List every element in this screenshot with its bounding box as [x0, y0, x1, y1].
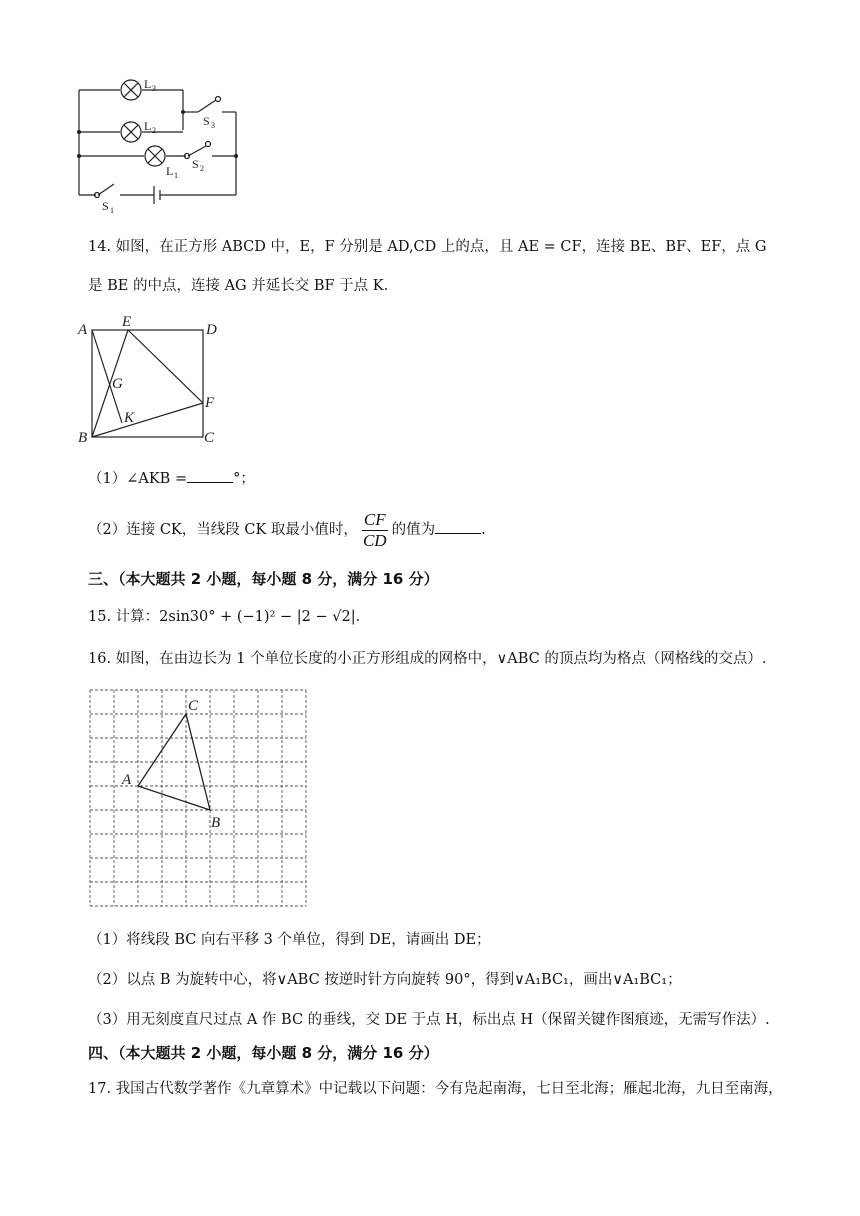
- q16-sub3: （3）用无刻度直尺过点 A 作 BC 的垂线，交 DE 于点 H，标出点 H（保留关键作图痕迹，无需写作法）.: [88, 1012, 770, 1028]
- q14-stem-line2: 是 BE 的中点，连接 AG 并延长交 BF 于点 K.: [88, 278, 389, 294]
- vertex-a: A: [78, 322, 88, 338]
- svg-text:1: 1: [174, 171, 178, 180]
- point-g: G: [112, 376, 123, 392]
- label-s3: S: [203, 114, 210, 128]
- grid-vertex-a: A: [122, 772, 132, 788]
- label-s2: S: [192, 157, 199, 171]
- svg-text:2: 2: [200, 164, 204, 173]
- q14-sub2: （2）连接 CK，当线段 CK 取最小值时， $\frac{CF}{CD}$ 的值为 .: [88, 509, 486, 550]
- q14-sub1: （1）∠AKB = °；: [88, 468, 255, 490]
- q14-stem-line1: 14. 如图，在正方形 ABCD 中，E，F 分别是 AD,CD 上的点，且 AE = CF，连接 BE、BF、EF，点 G: [88, 239, 767, 255]
- fraction-cf-cd: $\frac{CF}{CD}$: [362, 509, 387, 550]
- section-4-heading: 四、（本大题共 2 小题，每小题 8 分，满分 16 分）: [88, 1044, 439, 1062]
- label-s1: S: [102, 199, 109, 213]
- svg-text:3: 3: [152, 84, 156, 93]
- vertex-d: D: [206, 322, 217, 338]
- label-l3: L: [144, 77, 152, 91]
- svg-text:1: 1: [110, 206, 114, 215]
- grid-figure: [86, 686, 311, 911]
- section-3-heading: 三、（本大题共 2 小题，每小题 8 分，满分 16 分）: [88, 570, 439, 588]
- label-l2: L: [144, 119, 152, 133]
- svg-text:2: 2: [152, 126, 156, 135]
- answer-blank-2[interactable]: [435, 519, 481, 534]
- q16-sub1: （1）将线段 BC 向右平移 3 个单位，得到 DE，请画出 DE；: [88, 932, 491, 948]
- q16-stem: 16. 如图，在由边长为 1 个单位长度的小正方形组成的网格中，∨ABC 的顶点均为格点（网格线的交点）.: [88, 651, 767, 667]
- label-l1: L: [166, 164, 174, 178]
- grid-vertex-b: B: [211, 815, 221, 831]
- q15-stem: 15. 计算：2sin30° + (−1)² − |2 − √2|.: [88, 609, 361, 625]
- point-k: K: [124, 410, 135, 426]
- vertex-f: F: [205, 395, 215, 411]
- answer-blank-1[interactable]: [187, 468, 233, 483]
- q17-stem: 17. 我国古代数学著作《九章算术》中记载以下问题：今有凫起南海，七日至北海；雁起北海，九日至南海，: [88, 1081, 783, 1097]
- circuit-diagram: [70, 70, 250, 215]
- vertex-c: C: [204, 430, 215, 446]
- square-figure: [72, 310, 232, 450]
- vertex-e: E: [122, 314, 132, 330]
- svg-text:3: 3: [211, 121, 215, 130]
- q16-sub2: （2）以点 B 为旋转中心，将∨ABC 按逆时针方向旋转 90°，得到∨A₁BC₁，画出∨A₁BC₁；: [88, 972, 682, 988]
- vertex-b: B: [78, 430, 88, 446]
- grid-vertex-c: C: [188, 698, 199, 714]
